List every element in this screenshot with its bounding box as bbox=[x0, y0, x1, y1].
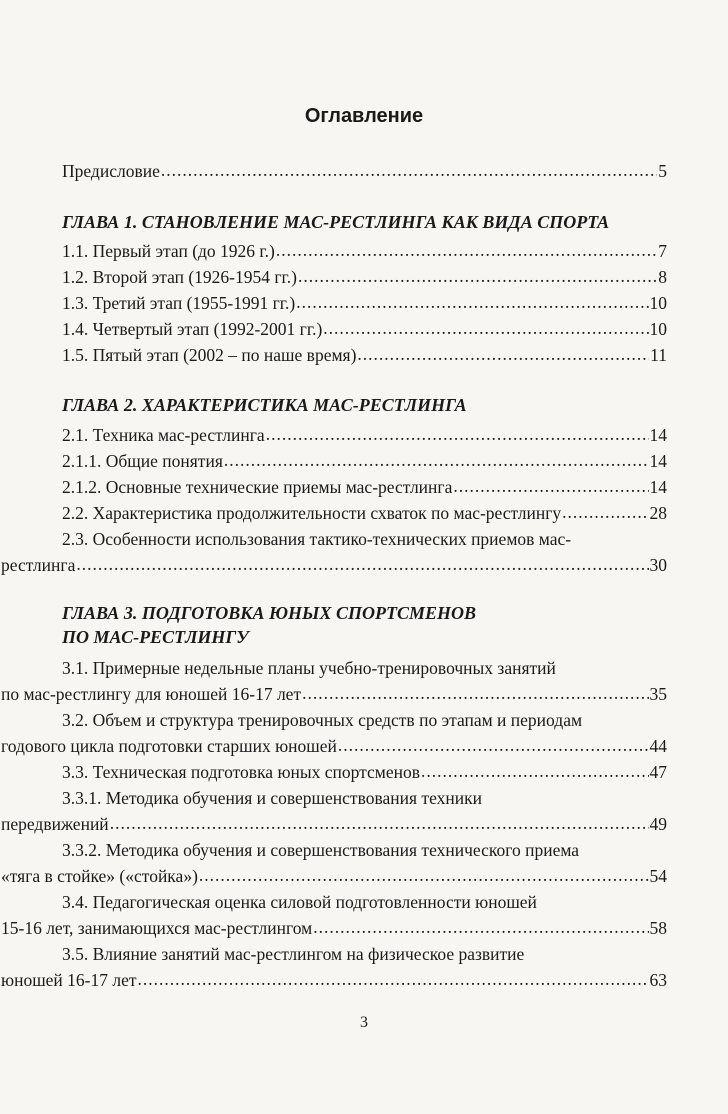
toc-entry-3-1-line1: 3.1. Примерные недельные планы учебно-тренировочных занятий bbox=[62, 658, 556, 678]
dot-leader bbox=[323, 317, 648, 339]
toc-entry-label: «тяга в стойке» («стойка») bbox=[1, 866, 198, 886]
toc-entry-page: 14 bbox=[649, 425, 667, 445]
toc-entry-3-3 bbox=[62, 761, 667, 783]
toc-entry-label: 1.1. Первый этап (до 1926 г.) bbox=[62, 241, 275, 261]
toc-entry-page: 30 bbox=[649, 555, 667, 575]
toc-entry-page: 10 bbox=[649, 319, 667, 339]
toc-entry-label: по мас-рестлингу для юношей 16-17 лет bbox=[1, 684, 302, 704]
dot-leader bbox=[453, 475, 648, 497]
toc-entry-page: 14 bbox=[649, 477, 667, 497]
toc-entry-page: 28 bbox=[649, 503, 667, 523]
dot-leader bbox=[224, 449, 649, 471]
toc-entry-label: 1.5. Пятый этап (2002 – по наше время) bbox=[62, 345, 357, 365]
toc-entry-label: 2.2. Характеристика продолжительности схваток по мас-рестлингу bbox=[62, 503, 562, 523]
toc-entry-label: 15-16 лет, занимающихся мас-рестлингом bbox=[1, 918, 313, 938]
dot-leader bbox=[562, 501, 648, 523]
toc-entry-1-1 bbox=[62, 240, 667, 262]
dot-leader bbox=[110, 812, 649, 834]
toc-entry-1-5 bbox=[62, 344, 667, 366]
dot-leader bbox=[421, 760, 648, 782]
toc-entry-page: 10 bbox=[649, 293, 667, 313]
dot-leader bbox=[161, 159, 657, 181]
toc-entry-3-5 bbox=[1, 969, 667, 991]
dot-leader bbox=[276, 239, 657, 261]
toc-entry-2-3-line1: 2.3. Особенности использования тактико-технических приемов мас- bbox=[62, 529, 572, 549]
toc-entry-label: 1.2. Второй этап (1926-1954 гг.) bbox=[62, 267, 297, 287]
dot-leader bbox=[298, 265, 657, 287]
toc-entry-label: 2.1. Техника мас-рестлинга bbox=[62, 425, 265, 445]
toc-entry-page: 14 bbox=[649, 451, 667, 471]
dot-leader bbox=[76, 553, 648, 575]
toc-entry-1-2 bbox=[62, 266, 667, 288]
toc-entry-3-4-line1: 3.4. Педагогическая оценка силовой подготовленности юношей bbox=[62, 892, 537, 912]
toc-entry-label: передвижений bbox=[1, 814, 109, 834]
toc-entry-3-1 bbox=[1, 683, 667, 705]
toc-entry-label: юношей 16-17 лет bbox=[1, 970, 137, 990]
toc-entry-page: 44 bbox=[649, 736, 667, 756]
toc-entry-page: 7 bbox=[658, 241, 667, 261]
toc-entry-3-3-2-line1: 3.3.2. Методика обучения и совершенствования технического приема bbox=[62, 840, 580, 860]
toc-entry-page: 54 bbox=[649, 866, 667, 886]
toc-entry-page: 5 bbox=[658, 161, 667, 181]
chapter-1-heading: ГЛАВА 1. СТАНОВЛЕНИЕ МАС-РЕСТЛИНГА КАК ВИДА СПОРТА bbox=[62, 212, 610, 232]
dot-leader bbox=[357, 343, 649, 365]
toc-entry-label: 1.4. Четвертый этап (1992-2001 гг.) bbox=[62, 319, 323, 339]
toc-entry-page: 11 bbox=[650, 345, 667, 365]
toc-entry-page: 35 bbox=[649, 684, 667, 704]
toc-entry-3-3-1 bbox=[1, 813, 667, 835]
toc-entry-label: Предисловие bbox=[62, 161, 160, 181]
dot-leader bbox=[199, 864, 649, 886]
dot-leader bbox=[338, 734, 649, 756]
toc-entry-label: рестлинга bbox=[1, 555, 76, 575]
toc-entry-2-2 bbox=[62, 502, 667, 524]
toc-entry-page: 58 bbox=[649, 918, 667, 938]
toc-title: Оглавление bbox=[304, 105, 424, 127]
page-number: 3 bbox=[360, 1014, 368, 1031]
chapter-3-heading-line1: ГЛАВА 3. ПОДГОТОВКА ЮНЫХ СПОРТСМЕНОВ bbox=[62, 603, 476, 623]
toc-entry-page: 63 bbox=[649, 970, 667, 990]
toc-entry-3-2 bbox=[1, 735, 667, 757]
toc-entry-3-2-line1: 3.2. Объем и структура тренировочных средств по этапам и периодам bbox=[62, 710, 583, 730]
chapter-3-heading-line2: ПО МАС-РЕСТЛИНГУ bbox=[62, 627, 249, 647]
toc-entry-label: 2.1.1. Общие понятия bbox=[62, 451, 223, 471]
dot-leader bbox=[266, 423, 649, 445]
toc-entry-3-3-1-line1: 3.3.1. Методика обучения и совершенствования техники bbox=[62, 788, 482, 808]
toc-entry-label: 1.3. Третий этап (1955-1991 гг.) bbox=[62, 293, 296, 313]
dot-leader bbox=[138, 968, 649, 990]
toc-entry-3-3-2 bbox=[1, 865, 667, 887]
toc-entry-2-1-2 bbox=[62, 476, 667, 498]
toc-entry-page: 47 bbox=[649, 762, 667, 782]
dot-leader bbox=[302, 682, 648, 704]
toc-entry-page: 8 bbox=[658, 267, 667, 287]
toc-entry-label: 3.3. Техническая подготовка юных спортсменов bbox=[62, 762, 421, 782]
toc-entry-preface bbox=[62, 160, 667, 182]
dot-leader bbox=[313, 916, 648, 938]
toc-entry-3-4 bbox=[1, 917, 667, 939]
toc-entry-1-4 bbox=[62, 318, 667, 340]
toc-entry-label: 2.1.2. Основные технические приемы мас-рестлинга bbox=[62, 477, 453, 497]
toc-entry-1-3 bbox=[62, 292, 667, 314]
toc-entry-2-1-1 bbox=[62, 450, 667, 472]
toc-entry-page: 49 bbox=[649, 814, 667, 834]
toc-entry-label: годового цикла подготовки старших юношей bbox=[1, 736, 337, 756]
toc-entry-2-3 bbox=[1, 554, 667, 576]
dot-leader bbox=[296, 291, 648, 313]
chapter-2-heading: ГЛАВА 2. ХАРАКТЕРИСТИКА МАС-РЕСТЛИНГА bbox=[62, 395, 467, 415]
toc-entry-2-1 bbox=[62, 424, 667, 446]
toc-entry-3-5-line1: 3.5. Влияние занятий мас-рестлингом на физическое развитие bbox=[62, 944, 525, 964]
